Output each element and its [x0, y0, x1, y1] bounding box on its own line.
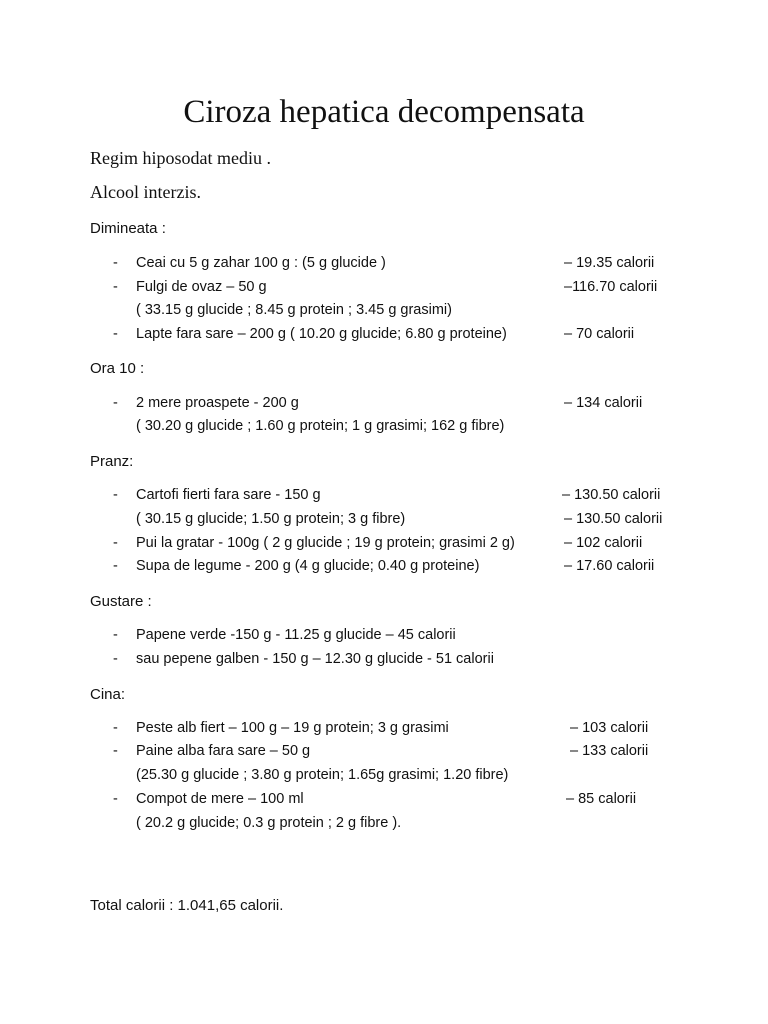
- section-heading-dimineata: Dimineata :: [90, 220, 166, 237]
- regime-line: Regim hiposodat mediu .: [90, 148, 271, 168]
- list-item: Ceai cu 5 g zahar 100 g : (5 g glucide ): [136, 255, 386, 271]
- alcohol-line: Alcool interzis.: [90, 182, 201, 202]
- list-item: Fulgi de ovaz – 50 g: [136, 279, 267, 295]
- section-heading-gustare: Gustare :: [90, 593, 152, 610]
- list-item: Compot de mere – 100 ml: [136, 791, 304, 807]
- list-dash: -: [113, 279, 118, 295]
- calorie-value: – 19.35 calorii: [564, 255, 655, 271]
- calorie-value: – 17.60 calorii: [564, 558, 655, 574]
- list-dash: -: [113, 627, 118, 643]
- calorie-value: – 133 calorii: [570, 743, 649, 759]
- list-item: 2 mere proaspete - 200 g: [136, 395, 299, 411]
- list-item-detail: ( 33.15 g glucide ; 8.45 g protein ; 3.45 g grasimi): [136, 302, 452, 318]
- calorie-value: – 102 calorii: [564, 535, 643, 551]
- list-dash: -: [113, 720, 118, 736]
- list-dash: -: [113, 487, 118, 503]
- list-item-detail: (25.30 g glucide ; 3.80 g protein; 1.65g grasimi; 1.20 fibre): [136, 767, 509, 783]
- section-heading-cina: Cina:: [90, 686, 126, 703]
- list-item: Cartofi fierti fara sare - 150 g: [136, 487, 321, 503]
- list-dash: -: [113, 255, 118, 271]
- calorie-value: – 130.50 calorii: [562, 487, 661, 503]
- total-calories: Total calorii : 1.041,65 calorii.: [90, 897, 284, 914]
- list-item: Peste alb fiert – 100 g – 19 g protein; 3 g grasimi: [136, 720, 449, 736]
- list-item-detail: ( 20.2 g glucide; 0.3 g protein ; 2 g fibre ).: [136, 815, 402, 831]
- list-item: Supa de legume - 200 g (4 g glucide; 0.40 g proteine): [136, 558, 480, 574]
- list-item: sau pepene galben - 150 g – 12.30 g glucide - 51 calorii: [136, 651, 494, 667]
- list-dash: -: [113, 743, 118, 759]
- page-title: Ciroza hepatica decompensata: [183, 94, 585, 130]
- section-heading-ora-10: Ora 10 :: [90, 360, 145, 377]
- list-dash: -: [113, 558, 118, 574]
- list-item: Lapte fara sare – 200 g ( 10.20 g glucide; 6.80 g proteine): [136, 326, 507, 342]
- calorie-value: – 130.50 calorii: [564, 511, 663, 527]
- calorie-value: – 70 calorii: [564, 326, 635, 342]
- list-item: Paine alba fara sare – 50 g: [136, 743, 311, 759]
- list-dash: -: [113, 651, 118, 667]
- calorie-value: –116.70 calorii: [564, 279, 658, 295]
- calorie-value: – 103 calorii: [570, 720, 649, 736]
- list-item-detail: ( 30.15 g glucide; 1.50 g protein; 3 g fibre): [136, 511, 406, 527]
- list-dash: -: [113, 326, 118, 342]
- section-heading-pranz: Pranz:: [90, 453, 134, 470]
- calorie-value: – 85 calorii: [566, 791, 637, 807]
- list-dash: -: [113, 791, 118, 807]
- list-dash: -: [113, 535, 118, 551]
- list-item: Pui la gratar - 100g ( 2 g glucide ; 19 g protein; grasimi 2 g): [136, 535, 515, 551]
- list-item: Papene verde -150 g - 11.25 g glucide – 45 calorii: [136, 627, 456, 643]
- calorie-value: – 134 calorii: [564, 395, 643, 411]
- list-dash: -: [113, 395, 118, 411]
- list-item-detail: ( 30.20 g glucide ; 1.60 g protein; 1 g grasimi; 162 g fibre): [136, 418, 505, 434]
